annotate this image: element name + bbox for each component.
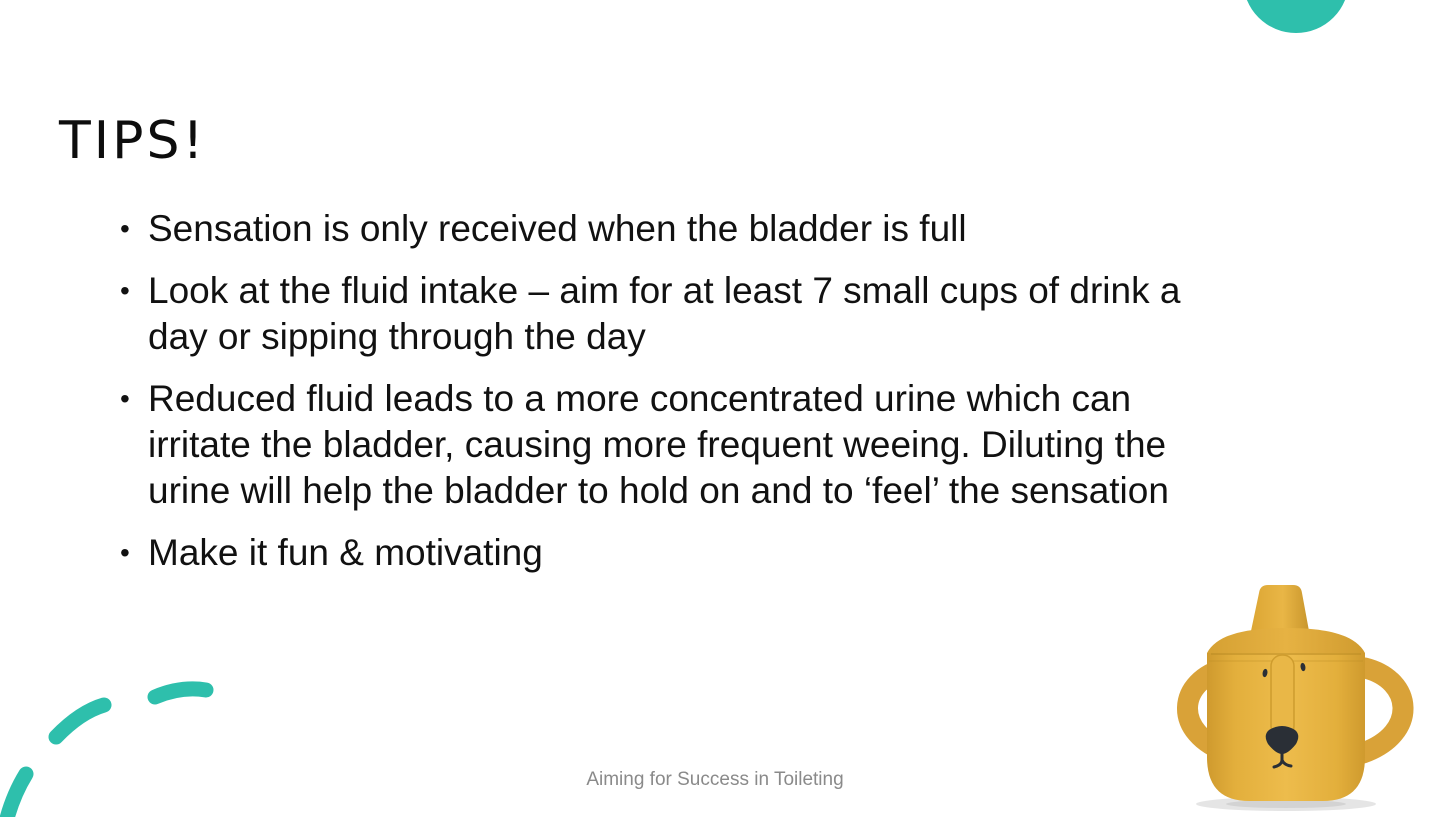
teal-circle-decoration xyxy=(1243,0,1349,33)
lion-muzzle-line xyxy=(1271,655,1294,737)
bullet-text: Make it fun & motivating xyxy=(148,532,543,573)
bullet-item xyxy=(120,206,1220,252)
bullet-text: Reduced fluid leads to a more concentrated urine which can irritate the bladder, causing more frequent weeing. Diluting the urine will help the bladder to hold on and to ‘feel’ the sensation xyxy=(148,378,1169,511)
brush-dash-middle xyxy=(56,705,104,737)
bullet-item xyxy=(120,530,1220,576)
cup-lid xyxy=(1207,628,1365,653)
cup-shadow-inner xyxy=(1226,800,1346,808)
brush-dashes-graphic xyxy=(0,650,230,817)
bullet-item xyxy=(120,268,1220,360)
cup-spout xyxy=(1251,585,1309,631)
bullet-marker: • xyxy=(120,275,130,306)
bullet-text: Look at the fluid intake – aim for at least 7 small cups of drink a day or sipping through the day xyxy=(148,270,1181,357)
bullet-marker: • xyxy=(120,213,130,244)
slide-footer: Aiming for Success in Toileting xyxy=(586,769,844,790)
cup-right-handle xyxy=(1363,668,1403,753)
page-title: TIPS! xyxy=(59,110,207,171)
bullet-item xyxy=(120,376,1220,514)
brush-dash-top xyxy=(155,689,206,697)
bullet-marker: • xyxy=(120,537,130,568)
bullet-marker: • xyxy=(120,383,130,414)
bullet-text: Sensation is only received when the bladder is full xyxy=(148,208,967,249)
bullet-list xyxy=(120,206,1220,592)
